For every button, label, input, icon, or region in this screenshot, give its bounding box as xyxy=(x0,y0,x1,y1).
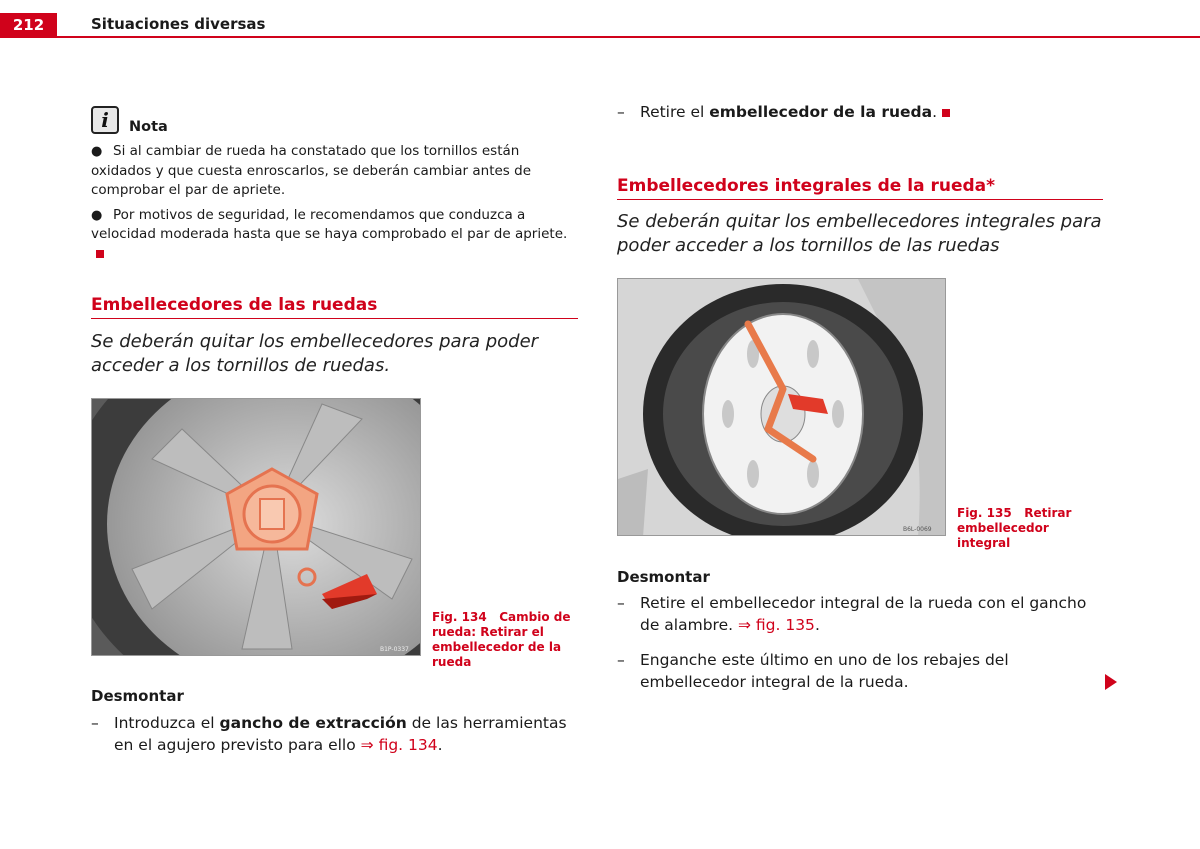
dash-icon: – xyxy=(617,103,625,121)
dash-icon: – xyxy=(617,594,625,612)
header-rule xyxy=(57,36,1200,38)
figure-caption-label: Fig. 134 xyxy=(432,610,487,624)
note-item-text: Por motivos de seguridad, le recomendamos que conduzca a velocidad moderada hasta que se haya comprobado el par de apriete. xyxy=(91,206,568,242)
step-text: Introduzca el xyxy=(114,714,220,732)
section-heading: Embellecedores integrales de la rueda* xyxy=(617,176,1103,200)
subheading: Desmontar xyxy=(617,568,710,586)
step-end: . xyxy=(814,616,820,634)
step-bold: gancho de extracción xyxy=(219,714,407,732)
figure-135 xyxy=(617,278,946,536)
step-end: . xyxy=(437,736,443,754)
step-text: Retire el xyxy=(640,103,710,121)
figure-code: B1P-0337 xyxy=(380,646,409,653)
note-item-text: Si al cambiar de rueda ha constatado que los tornillos están oxidados y que cuesta enroscarlos, se deberán cambiar antes de comprobar el par de apriete. xyxy=(91,143,531,198)
wheel-trim-illustration xyxy=(618,279,946,536)
instruction-step xyxy=(91,712,578,756)
bullet-icon: ● xyxy=(91,207,103,223)
figure-link[interactable]: ⇒ fig. 134 xyxy=(360,736,438,754)
instruction-step xyxy=(617,101,1105,123)
section-intro: Se deberán quitar los embellecedores integrales para poder acceder a los tornillos de las ruedas xyxy=(617,211,1102,256)
instruction-step xyxy=(617,649,1105,693)
bullet-icon: ● xyxy=(91,144,103,159)
step-text: Retire el embellecedor integral de la rueda con el gancho de alambre. xyxy=(640,594,1087,634)
figure-caption-text: Cambio de rueda: Retirar el embellecedor de la rueda xyxy=(432,610,571,669)
dash-icon: – xyxy=(91,714,99,732)
dash-icon: – xyxy=(617,651,625,669)
figure-134 xyxy=(91,398,421,656)
figure-caption xyxy=(957,506,1105,551)
section-heading: Embellecedores de las ruedas xyxy=(91,295,578,319)
note-title: Nota xyxy=(129,119,168,135)
end-mark-icon xyxy=(942,109,950,117)
page-number: 212 xyxy=(0,13,57,38)
figure-caption xyxy=(432,610,578,670)
subheading: Desmontar xyxy=(91,687,184,705)
section-title: Situaciones diversas xyxy=(91,15,266,33)
step-bold: embellecedor de la rueda xyxy=(709,103,933,121)
figure-caption-label: Fig. 135 xyxy=(957,506,1012,520)
end-mark-icon xyxy=(96,250,104,258)
wheel-cover-illustration xyxy=(92,399,421,656)
figure-link[interactable]: ⇒ fig. 135 xyxy=(737,616,815,634)
step-text: Enganche este último en uno de los rebajes del embellecedor integral de la rueda. xyxy=(640,651,1009,691)
step-end: . xyxy=(932,103,938,121)
section-intro: Se deberán quitar los embellecedores para poder acceder a los tornillos de ruedas. xyxy=(91,331,539,376)
step-text: de las herramientas en el agujero previsto para ello xyxy=(114,714,567,754)
note-list xyxy=(91,142,578,269)
page-header xyxy=(0,0,1200,38)
figure-code: B6L-0069 xyxy=(903,526,932,533)
figure-caption-text: Retirar embellecedor integral xyxy=(957,506,1072,550)
instruction-step xyxy=(617,592,1105,636)
note-item xyxy=(91,142,578,201)
next-page-arrow-icon[interactable] xyxy=(1105,674,1117,690)
info-icon: i xyxy=(91,106,119,134)
note-item xyxy=(91,206,578,265)
